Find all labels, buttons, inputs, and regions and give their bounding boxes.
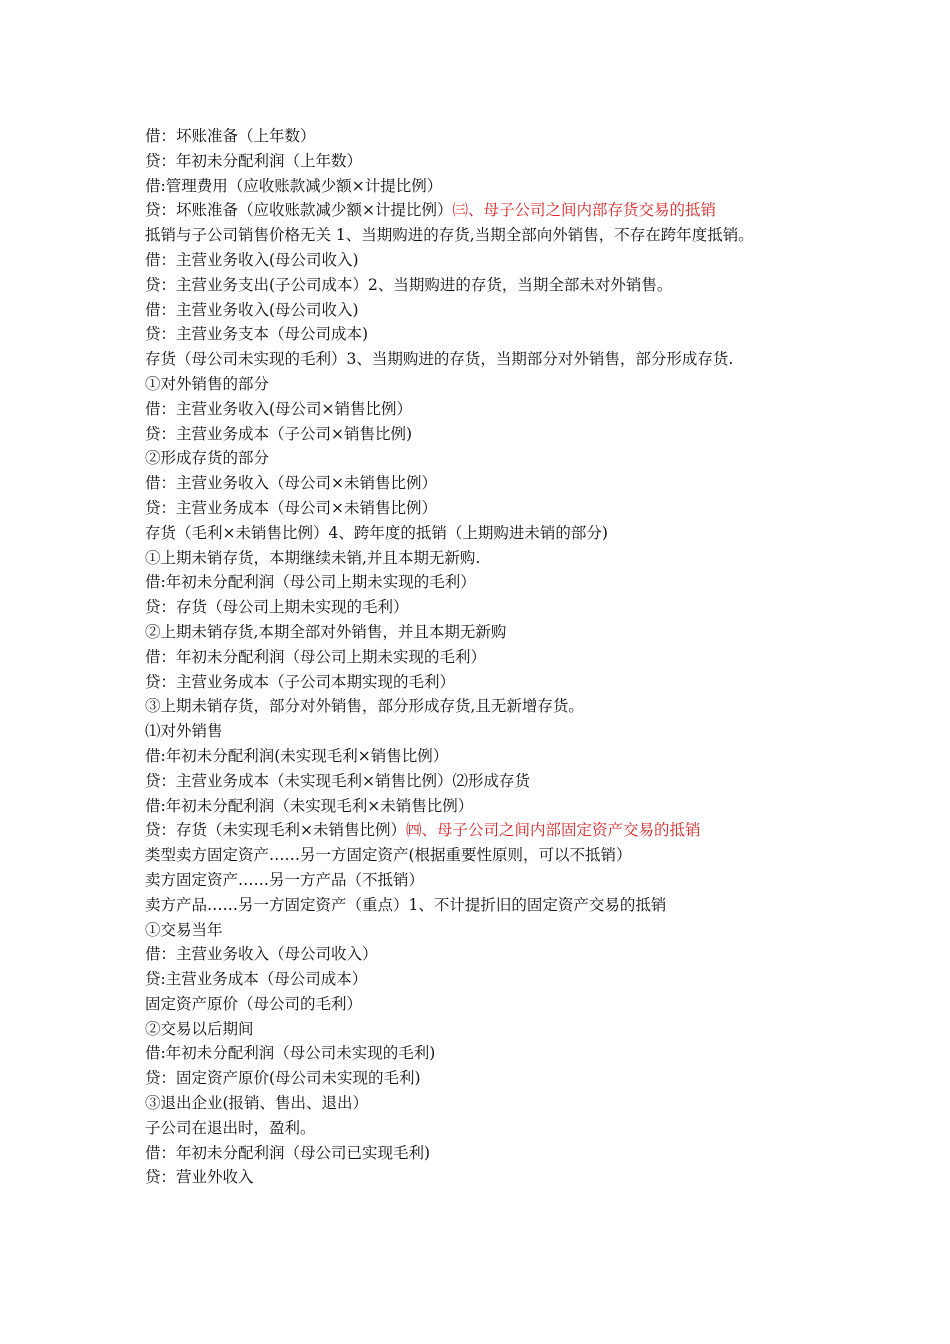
- line-text: 借：主营业务收入（母公司×未销售比例）: [145, 474, 437, 493]
- section-heading: ㈣、母子公司之间内部固定资产交易的抵销: [406, 821, 701, 840]
- line-text: ①对外销售的部分: [145, 374, 270, 393]
- text-line: [145, 397, 815, 422]
- text-line: [145, 372, 815, 397]
- line-text: ②交易以后期间: [145, 1019, 254, 1038]
- text-line: [145, 546, 815, 571]
- text-line: [145, 1091, 815, 1116]
- line-text: 类型卖方固定资产……另一方固定资产(根据重要性原则，可以不抵销）: [145, 846, 632, 865]
- line-text: 借：年初未分配利润（母公司上期未实现的毛利）: [145, 647, 487, 666]
- line-text: 贷：主营业务成本（子公司本期实现的毛利）: [145, 672, 456, 691]
- text-line: [145, 918, 815, 943]
- text-line: [145, 719, 815, 744]
- text-line: [145, 198, 815, 223]
- text-line: [145, 570, 815, 595]
- text-line: [145, 1116, 815, 1141]
- line-text: 借：年初未分配利润（母公司已实现毛利): [145, 1143, 431, 1162]
- text-line: [145, 347, 815, 372]
- text-line: [145, 174, 815, 199]
- line-text: ③退出企业(报销、售出、退出）: [145, 1094, 369, 1113]
- line-text: 借:年初未分配利润（未实现毛利×未销售比例）: [145, 796, 474, 815]
- text-line: [145, 670, 815, 695]
- text-line: [145, 446, 815, 471]
- line-text: 贷：主营业务支出(子公司成本）2、当期购进的存货，当期全部未对外销售。: [145, 275, 673, 294]
- line-text: ③上期未销存货，部分对外销售，部分形成存货,且无新增存货。: [145, 697, 584, 716]
- line-text: ①交易当年: [145, 920, 223, 939]
- line-text: 贷：存货（母公司上期未实现的毛利）: [145, 598, 409, 617]
- line-text: 存货（毛利×未销售比例）4、跨年度的抵销（上期购进未销的部分): [145, 523, 608, 542]
- text-line: [145, 322, 815, 347]
- line-text: 贷：主营业务成本（母公司×未销售比例）: [145, 498, 437, 517]
- text-line: [145, 1041, 815, 1066]
- text-line: [145, 471, 815, 496]
- line-text: 借:年初未分配利润（母公司未实现的毛利): [145, 1044, 436, 1063]
- text-line: [145, 298, 815, 323]
- line-text: 借：主营业务收入(母公司收入): [145, 300, 359, 319]
- text-line: [145, 620, 815, 645]
- text-line: [145, 794, 815, 819]
- line-text: 贷：主营业务成本（子公司×销售比例): [145, 424, 413, 443]
- line-text: 贷：固定资产原价(母公司未实现的毛利): [145, 1069, 421, 1088]
- line-text: 借：主营业务收入(母公司×销售比例）: [145, 399, 413, 418]
- line-text: 贷：坏账准备（应收账款减少额×计提比例）: [145, 201, 453, 220]
- text-line: [145, 694, 815, 719]
- line-text: 贷：主营业务成本（未实现毛利×销售比例）⑵形成存货: [145, 771, 530, 790]
- text-line: [145, 223, 815, 248]
- line-text: 借：坏账准备（上年数）: [145, 127, 316, 145]
- line-text: 借：主营业务收入(母公司收入): [145, 250, 359, 269]
- text-line: [145, 149, 815, 174]
- text-line: [145, 1066, 815, 1091]
- line-text: 卖方固定资产……另一方产品（不抵销）: [145, 870, 425, 889]
- line-text: 贷:主营业务成本（母公司成本）: [145, 970, 368, 989]
- line-text: 抵销与子公司销售价格无关 1、当期购进的存货,当期全部向外销售，不存在跨年度抵销。: [145, 226, 754, 245]
- text-line: [145, 942, 815, 967]
- text-line: [145, 744, 815, 769]
- text-line: [145, 868, 815, 893]
- line-text: 借：主营业务收入（母公司收入）: [145, 945, 378, 964]
- text-line: [145, 496, 815, 521]
- text-line: [145, 273, 815, 298]
- line-text: 贷：主营业务支本（母公司成本): [145, 325, 369, 344]
- text-line: [145, 992, 815, 1017]
- line-text: 固定资产原价（母公司的毛利）: [145, 994, 363, 1013]
- line-text: 子公司在退出时，盈利。: [145, 1118, 316, 1137]
- text-line: [145, 818, 815, 843]
- line-text: 借:年初未分配利润（母公司上期未实现的毛利）: [145, 573, 476, 592]
- line-text: 贷：年初未分配利润（上年数）: [145, 151, 363, 170]
- text-line: [145, 124, 815, 149]
- line-text: 借:年初未分配利润(未实现毛利×销售比例）: [145, 746, 449, 765]
- text-line: [145, 521, 815, 546]
- text-line: [145, 843, 815, 868]
- text-line: [145, 967, 815, 992]
- text-line: [145, 595, 815, 620]
- line-text: ①上期未销存货，本期继续未销,并且本期无新购.: [145, 548, 481, 567]
- document-body: [145, 124, 815, 1190]
- line-text: ②形成存货的部分: [145, 449, 270, 468]
- text-line: [145, 1017, 815, 1042]
- text-line: [145, 422, 815, 447]
- line-text: 借:管理费用（应收账款减少额×计提比例）: [145, 176, 443, 195]
- line-text: 卖方产品……另一方固定资产（重点）1、不计提折旧的固定资产交易的抵销: [145, 895, 667, 914]
- line-text: 贷：营业外收入: [145, 1168, 254, 1187]
- line-text: ②上期未销存货,本期全部对外销售，并且本期无新购: [145, 622, 507, 641]
- text-line: [145, 893, 815, 918]
- line-text: 贷：存货（未实现毛利×未销售比例）: [145, 821, 406, 840]
- line-text: 存货（母公司未实现的毛利）3、当期购进的存货，当期部分对外销售，部分形成存货.: [145, 350, 734, 369]
- text-line: [145, 645, 815, 670]
- text-line: [145, 769, 815, 794]
- text-line: [145, 1165, 815, 1190]
- line-text: ⑴对外销售: [145, 722, 223, 741]
- text-line: [145, 248, 815, 273]
- text-line: [145, 1141, 815, 1166]
- section-heading: ㈢、母子公司之间内部存货交易的抵销: [452, 201, 717, 220]
